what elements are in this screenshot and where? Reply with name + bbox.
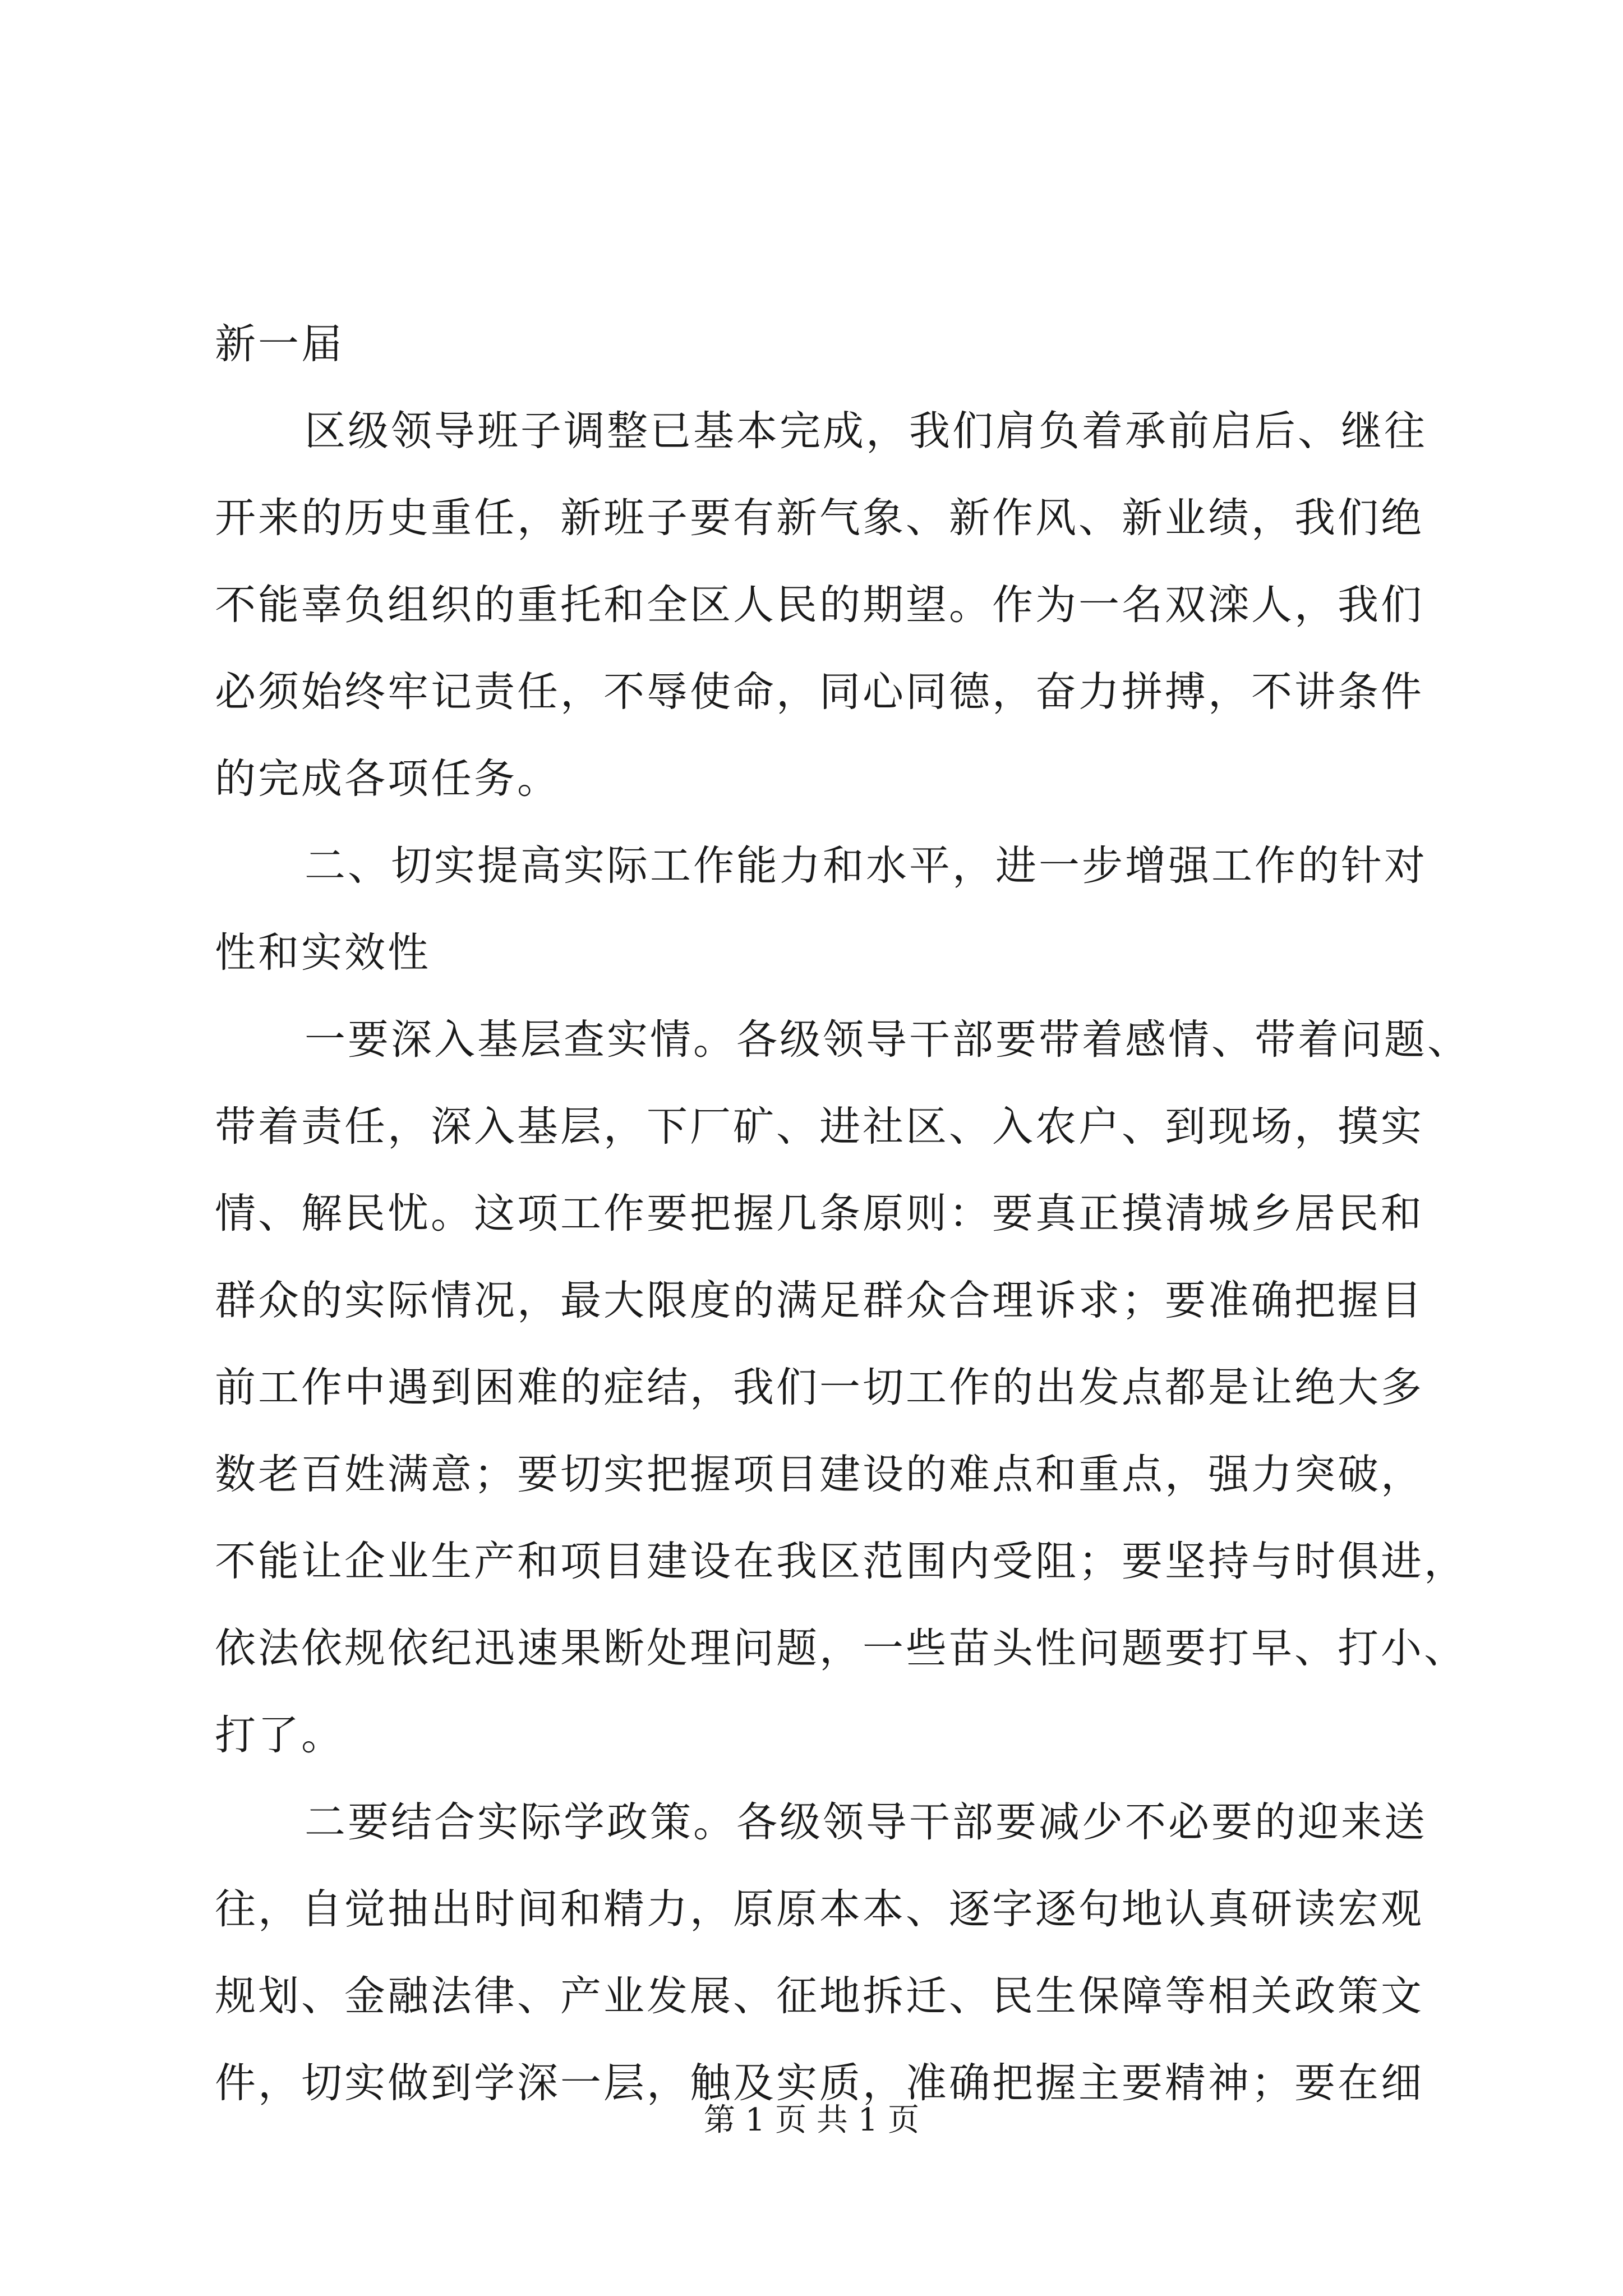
text-line: 往，自觉抽出时间和精力，原原本本、逐字逐句地认真研读宏观	[215, 1885, 1424, 1933]
text-line: 依法依规依纪迅速果断处理问题，一些苗头性问题要打早、打小、	[215, 1625, 1467, 1672]
text-line: 二要结合实际学政策。各级领导干部要减少不必要的迎来送	[305, 1798, 1427, 1846]
text-line: 规划、金融法律、产业发展、征地拆迁、民生保障等相关政策文	[215, 1972, 1424, 2020]
text-line: 群众的实际情况，最大限度的满足群众合理诉求；要准确把握目	[215, 1277, 1424, 1324]
section-heading: 二、切实提高实际工作能力和水平，进一步增强工作的针对	[305, 842, 1427, 890]
text-line: 新一届	[215, 320, 344, 368]
text-line: 打了。	[215, 1711, 344, 1759]
text-line: 开来的历史重任，新班子要有新气象、新作风、新业绩，我们绝	[215, 494, 1424, 542]
text-line: 前工作中遇到困难的症结，我们一切工作的出发点都是让绝大多	[215, 1364, 1424, 1411]
text-line: 件，切实做到学深一层，触及实质，准确把握主要精神；要在细	[215, 2059, 1424, 2107]
page-number-footer: 第 1 页 共 1 页	[703, 2102, 920, 2138]
text-line: 数老百姓满意；要切实把握项目建设的难点和重点，强力突破，	[215, 1451, 1424, 1498]
text-line: 情、解民忧。这项工作要把握几条原则：要真正摸清城乡居民和	[215, 1190, 1424, 1237]
text-line: 的完成各项任务。	[215, 755, 560, 803]
text-line: 带着责任，深入基层，下厂矿、进社区、入农户、到现场，摸实	[215, 1103, 1424, 1151]
text-line: 不能辜负组织的重托和全区人民的期望。作为一名双滦人，我们	[215, 581, 1424, 629]
text-line: 必须始终牢记责任，不辱使命，同心同德，奋力拼搏，不讲条件	[215, 668, 1424, 716]
text-line: 一要深入基层查实情。各级领导干部要带着感情、带着问题、	[305, 1016, 1470, 1064]
document-body	[215, 301, 1470, 2127]
text-line: 不能让企业生产和项目建设在我区范围内受阻；要坚持与时俱进，	[215, 1538, 1467, 1585]
text-line: 区级领导班子调整已基本完成，我们肩负着承前启后、继往	[305, 407, 1427, 455]
section-heading-cont: 性和实效性	[215, 929, 431, 977]
